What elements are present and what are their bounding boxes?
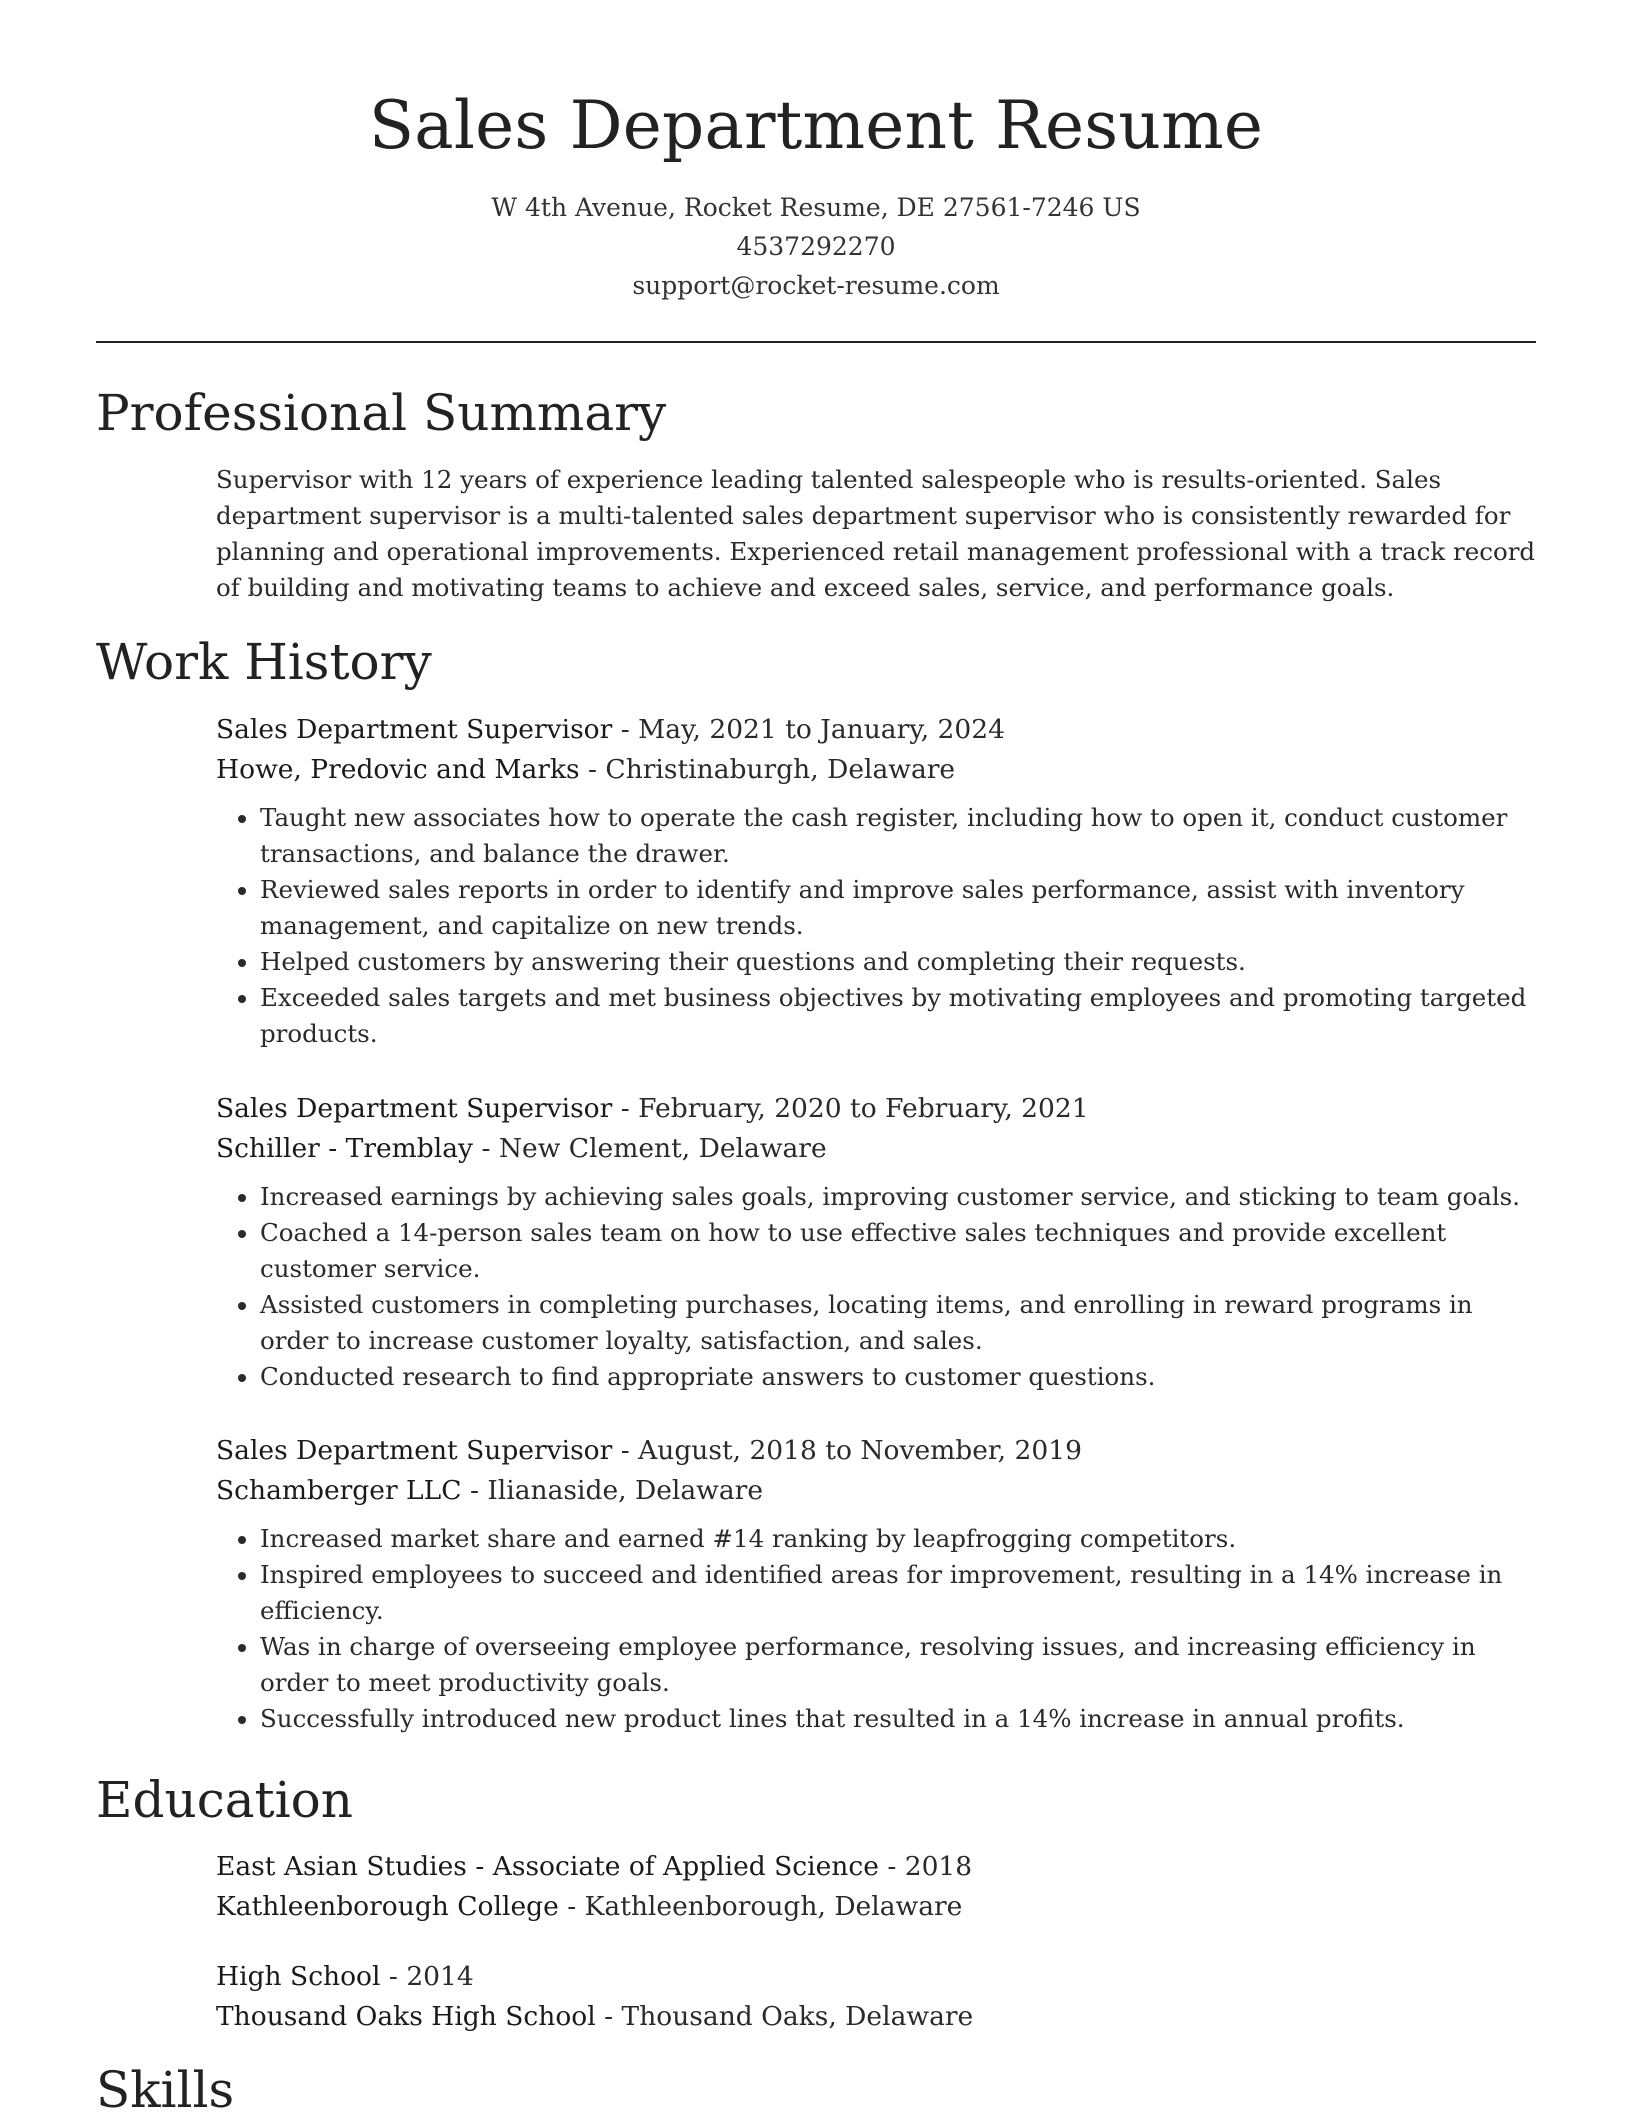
education-year: 2014 — [406, 1961, 474, 1992]
education-school: Thousand Oaks High School — [216, 2001, 596, 2032]
resume-header — [96, 84, 1536, 305]
job-location: New Clement, Delaware — [498, 1133, 827, 1164]
education-school: Kathleenborough College — [216, 1891, 559, 1922]
job-location: Christinaburgh, Delaware — [605, 754, 956, 785]
summary-text: Supervisor with 12 years of experience leading talented salespeople who is results-oriented. Sales department supervisor is a multi-talented sales department supervisor who is consistently rewarded for planning and operational improvements. Experienced retail management professional with a track record of building and motivating teams to achieve and exceed sales, service, and performance goals. — [216, 465, 1536, 602]
job-role: Sales Department Supervisor — [216, 1093, 613, 1124]
section-title-summary: Professional Summary — [96, 384, 667, 442]
job-dates: May, 2021 to January, 2024 — [638, 714, 1005, 745]
job-bullet: • Increased market share and earned #14 ranking by leapfrogging competitors. — [260, 1521, 1536, 1557]
section-title-education: Education — [96, 1771, 353, 1829]
education-program: East Asian Studies - Associate of Applied Science — [216, 1851, 879, 1882]
job-entry — [216, 1089, 1536, 1395]
job-bullet: • Was in charge of overseeing employee performance, resolving issues, and increasing efficiency in order to meet productivity goals. — [260, 1629, 1536, 1701]
job-bullets — [216, 1179, 1536, 1395]
job-company: Schamberger LLC — [216, 1475, 462, 1506]
job-title-line: Sales Department Supervisor - February, 2020 to February, 2021 — [216, 1093, 1089, 1124]
job-bullets — [216, 1521, 1536, 1737]
education-program-line: High School - 2014 — [216, 1961, 474, 1992]
contact-address: W 4th Avenue, Rocket Resume, DE 27561-7246 US — [491, 193, 1141, 222]
job-dates: August, 2018 to November, 2019 — [638, 1435, 1082, 1466]
job-entry — [216, 710, 1536, 1052]
header-divider — [96, 341, 1536, 343]
resume-name: Sales Department Resume — [368, 87, 1264, 164]
job-bullet: • Conducted research to find appropriate answers to customer questions. — [260, 1359, 1536, 1395]
job-company-line: Schamberger LLC - Ilianaside, Delaware — [216, 1475, 764, 1506]
job-company: Howe, Predovic and Marks — [216, 754, 580, 785]
job-bullet: • Reviewed sales reports in order to identify and improve sales performance, assist with inventory management, and capitalize on new trends. — [260, 872, 1536, 944]
job-role: Sales Department Supervisor — [216, 714, 613, 745]
job-title-line: Sales Department Supervisor - May, 2021 to January, 2024 — [216, 714, 1005, 745]
job-company-line: Schiller - Tremblay - New Clement, Delaware — [216, 1133, 827, 1164]
job-bullet: • Coached a 14-person sales team on how to use effective sales techniques and provide excellent customer service. — [260, 1215, 1536, 1287]
education-school-line: Kathleenborough College - Kathleenborough, Delaware — [216, 1891, 963, 1922]
education-program: High School — [216, 1961, 381, 1992]
section-title-skills: Skills — [96, 2061, 235, 2119]
job-company: Schiller - Tremblay — [216, 1133, 474, 1164]
education-entry — [216, 1957, 1536, 2037]
job-role: Sales Department Supervisor — [216, 1435, 613, 1466]
job-bullet: • Successfully introduced new product lines that resulted in a 14% increase in annual profits. — [260, 1701, 1536, 1737]
job-bullets — [216, 800, 1536, 1052]
job-bullet: • Increased earnings by achieving sales goals, improving customer service, and sticking to team goals. — [260, 1179, 1536, 1215]
job-bullet: • Assisted customers in completing purchases, locating items, and enrolling in reward programs in order to increase customer loyalty, satisfaction, and sales. — [260, 1287, 1536, 1359]
job-bullet: • Exceeded sales targets and met business objectives by motivating employees and promoting targeted products. — [260, 980, 1536, 1052]
education-program-line: East Asian Studies - Associate of Applied Science - 2018 — [216, 1851, 973, 1882]
contact-phone: 4537292270 — [736, 232, 896, 261]
education-school-line: Thousand Oaks High School - Thousand Oaks, Delaware — [216, 2001, 974, 2032]
education-year: 2018 — [904, 1851, 973, 1882]
job-bullet: • Inspired employees to succeed and identified areas for improvement, resulting in a 14% increase in efficiency. — [260, 1557, 1536, 1629]
job-company-line: Howe, Predovic and Marks - Christinaburgh, Delaware — [216, 754, 956, 785]
job-bullet: • Taught new associates how to operate the cash register, including how to open it, conduct customer transactions, and balance the drawer. — [260, 800, 1536, 872]
education-location: Thousand Oaks, Delaware — [621, 2001, 974, 2032]
education-location: Kathleenborough, Delaware — [584, 1891, 963, 1922]
section-title-work-history: Work History — [96, 633, 432, 691]
job-title-line: Sales Department Supervisor - August, 2018 to November, 2019 — [216, 1435, 1082, 1466]
job-entry — [216, 1431, 1536, 1737]
job-dates: February, 2020 to February, 2021 — [638, 1093, 1089, 1124]
summary-block — [216, 462, 1536, 606]
job-bullet: • Helped customers by answering their questions and completing their requests. — [260, 944, 1536, 980]
job-location: Ilianaside, Delaware — [487, 1475, 764, 1506]
education-entry — [216, 1847, 1536, 1927]
contact-email: support@rocket-resume.com — [632, 271, 1000, 300]
